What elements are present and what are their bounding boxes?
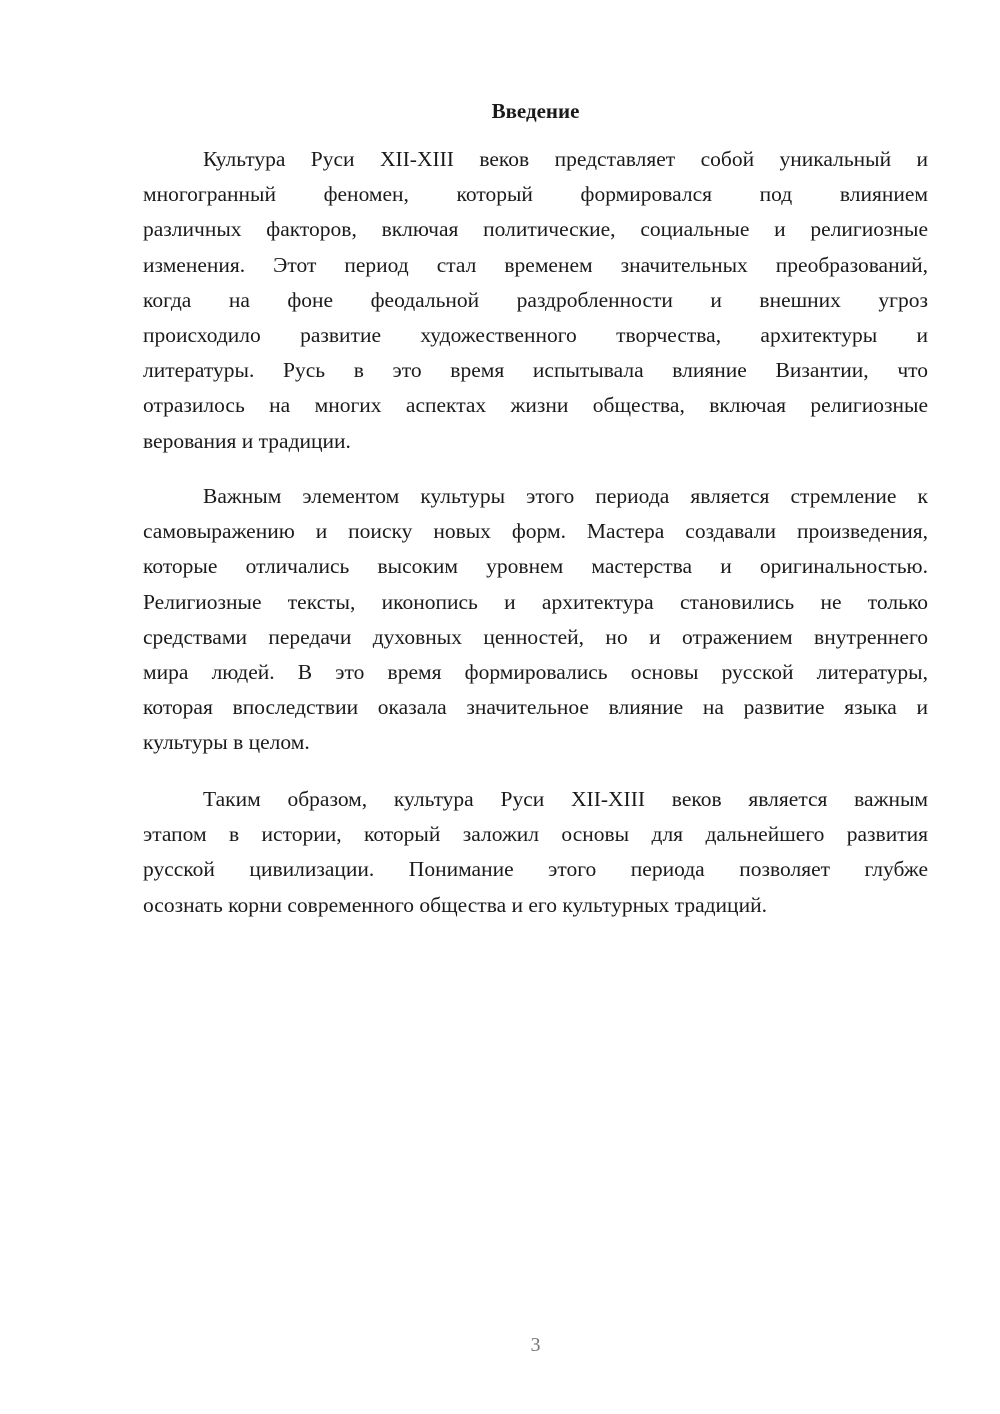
text-line: этапом в истории, который заложил основы для дальнейшего развития (143, 822, 928, 847)
text-line: русской цивилизации. Понимание этого периода позволяет глубже (143, 857, 928, 882)
text-line: Таким образом, культура Руси XII-XIII веков является важным (203, 787, 928, 811)
text-line: культуры в целом. (143, 730, 310, 755)
page-title: Введение (491, 99, 580, 123)
text-line: осознать корни современного общества и его культурных традиций. (143, 892, 767, 917)
text-line: литературы. Русь в это время испытывала влияние Византии, что (143, 358, 928, 383)
page-number: 3 (530, 1334, 541, 1356)
text-line: изменения. Этот период стал временем значительных преобразований, (143, 252, 928, 277)
text-line: отразилось на многих аспектах жизни общества, включая религиозные (143, 393, 928, 418)
text-line: когда на фоне феодальной раздробленности и внешних угроз (143, 287, 928, 312)
paragraph-1 (143, 142, 928, 459)
text-line: Религиозные тексты, иконопись и архитектура становились не только (143, 589, 928, 614)
text-line: самовыражению и поиску новых форм. Мастера создавали произведения, (143, 519, 928, 544)
text-line: Культура Руси XII-XIII веков представляет собой уникальный и (203, 147, 928, 171)
text-line: верования и традиции. (143, 428, 351, 453)
text-line: Важным элементом культуры этого периода является стремление к (203, 484, 928, 508)
text-line: мира людей. В это время формировались основы русской литературы, (143, 659, 928, 684)
paragraph-2 (143, 479, 928, 761)
text-line: средствами передачи духовных ценностей, но и отражением внутреннего (143, 624, 928, 649)
text-line: которая впоследствии оказала значительное влияние на развитие языка и (143, 695, 928, 720)
text-line: которые отличались высоким уровнем мастерства и оригинальностью. (143, 554, 928, 579)
text-line: многогранный феномен, который формировался под влиянием (143, 182, 928, 207)
text-line: различных факторов, включая политические, социальные и религиозные (143, 217, 928, 242)
text-line: происходило развитие художественного творчества, архитектуры и (143, 322, 928, 347)
paragraph-3 (143, 782, 928, 923)
